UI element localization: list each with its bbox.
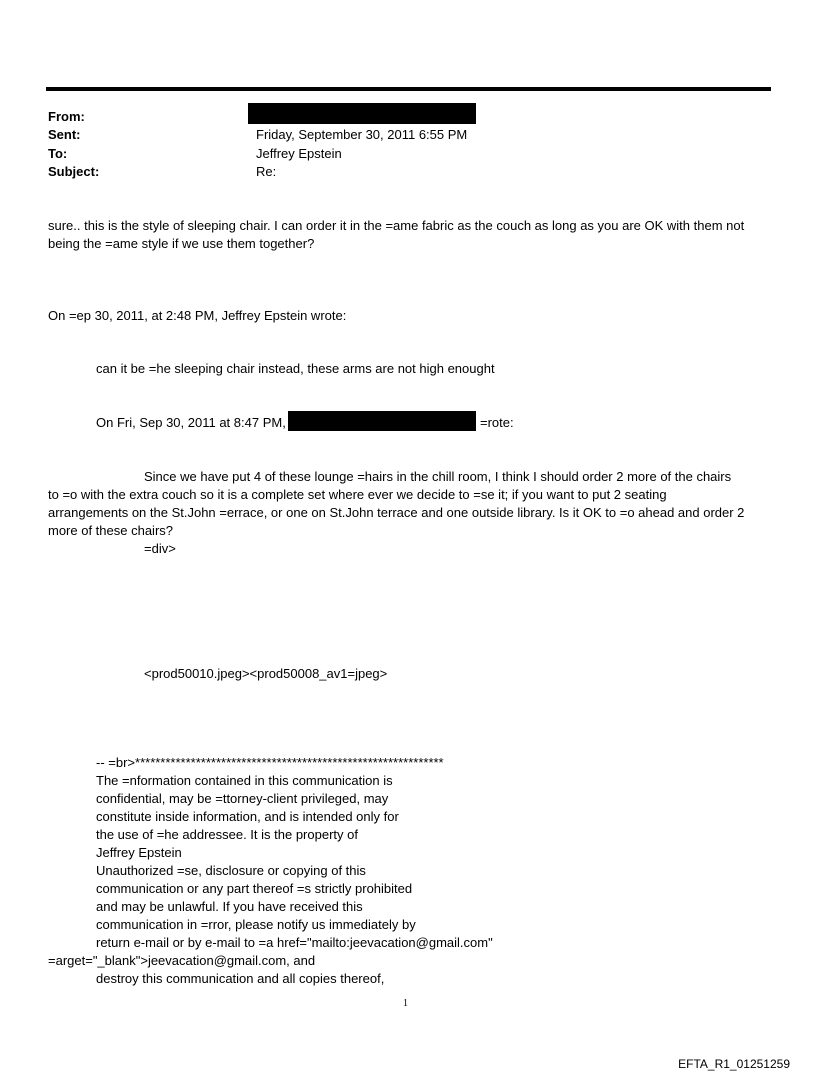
- page-number: 1: [403, 998, 408, 1009]
- quote2-header-pre: On Fri, Sep 30, 2011 at 8:47 PM,: [96, 415, 286, 430]
- disclaimer-line-12: destroy this communication and all copies thereof,: [96, 971, 385, 986]
- disclaimer-line-9: communication in =rror, please notify us immediately by: [96, 917, 416, 932]
- sent-value: Friday, September 30, 2011 6:55 PM: [256, 127, 468, 142]
- disclaimer-line-1: The =nformation contained in this communication is: [96, 773, 393, 788]
- subject-label: Subject:: [48, 164, 100, 179]
- quote2-header-post: =rote:: [480, 415, 514, 430]
- redaction-sender: [288, 411, 476, 431]
- to-value: Jeffrey Epstein: [256, 146, 342, 161]
- quote2-line-1: Since we have put 4 of these lounge =hairs in the chill room, I think I should order 2 more of the chairs: [144, 469, 732, 484]
- attachments: <prod50010.jpeg><prod50008_av1=jpeg>: [144, 666, 388, 681]
- disclaimer-line-5: Jeffrey Epstein: [96, 845, 182, 860]
- reply-line-2: being the =ame style if we use them together?: [48, 236, 315, 251]
- reply-line-1: sure.. this is the style of sleeping chair. I can order it in the =ame fabric as the couch as long as you are OK with them not: [48, 218, 745, 233]
- quote2-line-2: to =o with the extra couch so it is a complete set where ever we decide to =se it; if you want to put 2 seating: [48, 487, 667, 502]
- quote2-div: =div>: [144, 541, 176, 556]
- quote2-line-3: arrangements on the St.John =errace, or one on St.John terrace and one outside library. Is it OK to =o ahead and order 2: [48, 505, 745, 520]
- header-rule: [46, 87, 771, 91]
- disclaimer-line-2: confidential, may be =ttorney-client privileged, may: [96, 791, 389, 806]
- to-label: To:: [48, 146, 68, 161]
- disclaimer-line-3: constitute inside information, and is intended only for: [96, 809, 399, 824]
- quote1-text: can it be =he sleeping chair instead, these arms are not high enought: [96, 361, 495, 376]
- disclaimer-line-4: the use of =he addressee. It is the property of: [96, 827, 358, 842]
- disclaimer-line-7: communication or any part thereof =s strictly prohibited: [96, 881, 413, 896]
- sent-label: Sent:: [48, 127, 81, 142]
- disclaimer-line-10: return e-mail or by e-mail to =a href="mailto:jeevacation@gmail.com": [96, 935, 493, 950]
- signature-rule: -- =br>*************************************************************: [96, 755, 444, 770]
- disclaimer-line-6: Unauthorized =se, disclosure or copying of this: [96, 863, 366, 878]
- from-label: From:: [48, 109, 85, 124]
- quote1-header: On =ep 30, 2011, at 2:48 PM, Jeffrey Epstein wrote:: [48, 308, 347, 323]
- redaction-from: [248, 103, 476, 124]
- disclaimer-line-11: =arget="_blank">jeevacation@gmail.com, and: [48, 953, 316, 968]
- bates-number: EFTA_R1_01251259: [678, 1057, 790, 1071]
- disclaimer-line-8: and may be unlawful. If you have received this: [96, 899, 363, 914]
- quote2-line-4: more of these chairs?: [48, 523, 174, 538]
- subject-value: Re:: [256, 164, 277, 179]
